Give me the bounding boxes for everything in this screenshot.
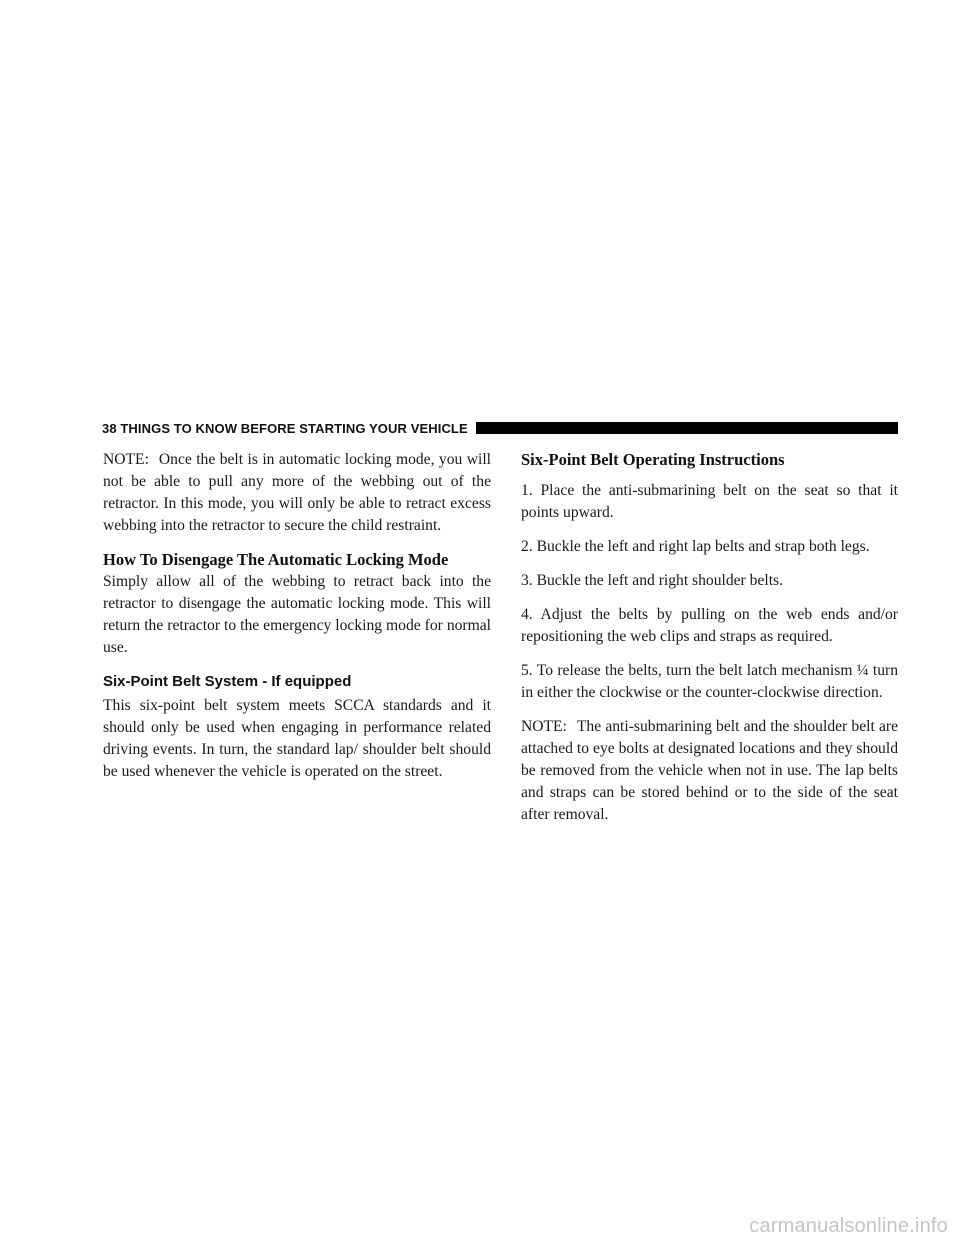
heading-six-point-system: Six-Point Belt System - If equipped: [103, 673, 352, 690]
instruction-step: 5. To release the belts, turn the belt latch mechanism ¼ turn in either the clockwise or the counter-clockwise direction.: [521, 662, 898, 701]
heading-operating-instructions: Six-Point Belt Operating Instructions: [521, 450, 785, 469]
note-text: Once the belt is in automatic locking mode, you will not be able to pull any more of the webbing out of the retractor. In this mode, you will only be able to retract excess webbing into the retractor to secure the child restraint.: [103, 451, 491, 534]
header-rule: [476, 422, 898, 434]
left-column: [103, 449, 491, 795]
paragraph-six-point-system: This six-point belt system meets SCCA standards and it should only be used when engaging in performance related driving events. In turn, the standard lap/ shoulder belt should be used whenever the vehicle is operated on the street.: [103, 697, 491, 780]
heading-disengage: How To Disengage The Automatic Locking Mode: [103, 550, 449, 569]
note-label: NOTE:: [521, 718, 567, 735]
page-header: [102, 419, 898, 437]
page-number-title: 38 THINGS TO KNOW BEFORE STARTING YOUR VEHICLE: [102, 420, 468, 436]
instruction-step: 2. Buckle the left and right lap belts and strap both legs.: [521, 538, 870, 555]
note-eye-bolts: [521, 716, 898, 826]
note-automatic-locking: [103, 449, 491, 537]
instruction-step: 3. Buckle the left and right shoulder belts.: [521, 572, 784, 589]
note-text: The anti-submarining belt and the shoulder belt are attached to eye bolts at designated locations and they should be removed from the vehicle when not in use. The lap belts and straps can be stored behind or to the side of the seat after removal.: [521, 718, 898, 823]
instruction-step: 1. Place the anti-submarining belt on the seat so that it points upward.: [521, 482, 898, 521]
note-label: NOTE:: [103, 451, 149, 468]
right-column: [521, 449, 898, 838]
paragraph-disengage: Simply allow all of the webbing to retract back into the retractor to disengage the automatic locking mode. This will return the retractor to the emergency locking mode for normal use.: [103, 573, 491, 656]
watermark: carmanualsonline.info: [749, 1215, 948, 1237]
instruction-step: 4. Adjust the belts by pulling on the web ends and/or repositioning the web clips and straps as required.: [521, 606, 898, 645]
